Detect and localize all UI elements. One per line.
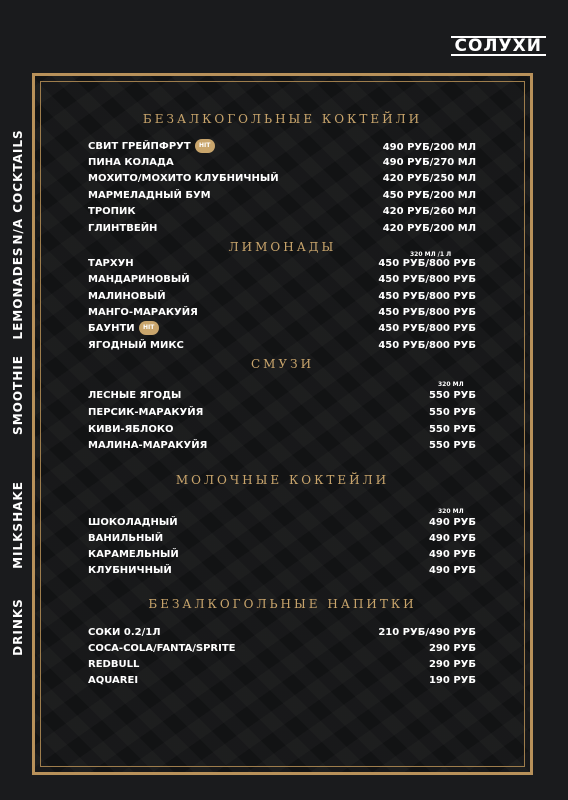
menu-item-price: 450 РУБ/200 МЛ — [382, 190, 476, 201]
menu-item-price: 550 РУБ — [428, 407, 476, 418]
hit-badge: HIT — [139, 321, 159, 335]
menu-item: ВАНИЛЬНЫЙ — [88, 533, 164, 544]
menu-item-price: 550 РУБ — [428, 440, 476, 451]
menu-item: AQUAREI — [88, 675, 139, 686]
menu-item: REDBULL — [88, 659, 140, 670]
side-tab-cocktails: N/A COCKTAILS — [11, 129, 25, 245]
menu-item-price: 490 РУБ — [428, 565, 476, 576]
menu-item-price: 190 РУБ — [428, 675, 476, 686]
menu-item-price: 210 РУБ/490 РУБ — [378, 627, 476, 638]
section-title-smoothie: СМУЗИ — [250, 357, 315, 371]
hit-badge: HIT — [195, 139, 215, 153]
menu-item: СВИТ ГРЕЙПФРУТ HIT — [88, 139, 215, 153]
menu-item-price: 550 РУБ — [428, 424, 476, 435]
menu-item-price: 420 РУБ/250 МЛ — [382, 173, 476, 184]
menu-item: КИВИ-ЯБЛОКО — [88, 424, 174, 435]
menu-item: МАЛИНОВЫЙ — [88, 291, 166, 302]
menu-item-price: 490 РУБ/200 МЛ — [382, 142, 476, 153]
menu-item: ГЛИНТВЕЙН — [88, 223, 158, 234]
menu-item: ТАРХУН — [88, 258, 134, 269]
menu-item-price: 420 РУБ/200 МЛ — [382, 223, 476, 234]
menu-item-price: 290 РУБ — [428, 643, 476, 654]
menu-item-price: 490 РУБ — [428, 533, 476, 544]
menu-item: КАРАМЕЛЬНЫЙ — [88, 549, 179, 560]
menu-item-price: 450 РУБ/800 РУБ — [378, 323, 476, 334]
menu-item-price: 490 РУБ/270 МЛ — [382, 157, 476, 168]
section-title-lemonades: ЛИМОНАДЫ — [228, 240, 337, 254]
menu-item: БАУНТИ HIT — [88, 321, 159, 335]
menu-item-price: 290 РУБ — [428, 659, 476, 670]
section-title-cocktails: БЕЗАЛКОГОЛЬНЫЕ КОКТЕЙЛИ — [142, 112, 423, 126]
menu-item: ЛЕСНЫЕ ЯГОДЫ — [88, 390, 182, 401]
menu-item: ШОКОЛАДНЫЙ — [88, 517, 178, 528]
menu-item: МАНДАРИНОВЫЙ — [88, 274, 190, 285]
menu-item: МОХИТО/МОХИТО КЛУБНИЧНЫЙ — [88, 173, 279, 184]
menu-item: КЛУБНИЧНЫЙ — [88, 565, 172, 576]
section-title-milkshake: МОЛОЧНЫЕ КОКТЕЙЛИ — [175, 473, 390, 487]
menu-item: ТРОПИК — [88, 206, 136, 217]
menu-item-price: 450 РУБ/800 РУБ — [378, 340, 476, 351]
section-title-drinks: БЕЗАЛКОГОЛЬНЫЕ НАПИТКИ — [148, 597, 417, 611]
side-tab-milkshake: MILKSHAKE — [11, 481, 25, 569]
menu-item-price: 450 РУБ/800 РУБ — [378, 291, 476, 302]
side-tab-drinks: DRINKS — [11, 598, 25, 656]
side-tab-lemonades: LEMONADES — [11, 246, 25, 340]
volume-note: 320 МЛ — [438, 381, 464, 388]
menu-item: ПИНА КОЛАДА — [88, 157, 174, 168]
menu-item: ПЕРСИК-МАРАКУЙЯ — [88, 407, 204, 418]
menu-item: МАРМЕЛАДНЫЙ БУМ — [88, 190, 211, 201]
menu-item-price: 450 РУБ/800 РУБ — [378, 274, 476, 285]
menu-item-price: 490 РУБ — [428, 549, 476, 560]
menu-item: МАЛИНА-МАРАКУЙЯ — [88, 440, 208, 451]
volume-note: 320 МЛ /1 Л — [410, 251, 452, 258]
menu-item: СОКИ 0.2/1Л — [88, 627, 161, 638]
side-tab-smoothie: SMOOTHIE — [11, 355, 25, 435]
menu-item-price: 490 РУБ — [428, 517, 476, 528]
menu-item: ЯГОДНЫЙ МИКС — [88, 340, 184, 351]
menu-item: COCA-COLA/FANTA/SPRITE — [88, 643, 236, 654]
menu-item-price: 450 РУБ/800 РУБ — [378, 258, 476, 269]
side-tabs — [0, 60, 32, 800]
menu-item-price: 420 РУБ/260 МЛ — [382, 206, 476, 217]
volume-note: 320 МЛ — [438, 508, 464, 515]
menu-item-price: 550 РУБ — [428, 390, 476, 401]
menu-item: МАНГО-МАРАКУЙЯ — [88, 307, 198, 318]
brand-logo: СОЛУХИ — [451, 36, 547, 56]
menu-item-price: 450 РУБ/800 РУБ — [378, 307, 476, 318]
